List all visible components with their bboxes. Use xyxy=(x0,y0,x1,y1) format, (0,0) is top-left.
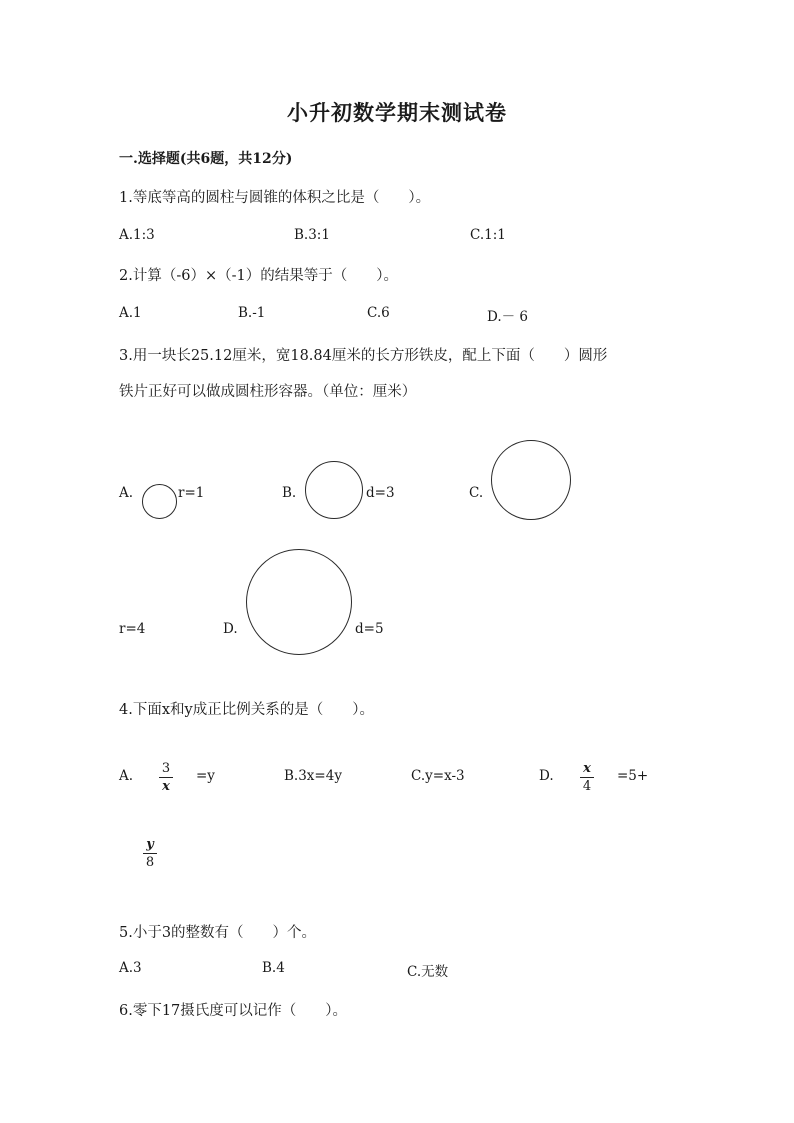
fraction-denominator: x xyxy=(162,779,170,794)
question-4-option-a-fraction xyxy=(159,761,173,794)
circle-option-d xyxy=(246,549,352,655)
fraction-bar xyxy=(580,777,594,778)
question-3-option-c-label: C. xyxy=(469,485,484,501)
circle-option-a xyxy=(142,484,177,519)
question-1-text: 1.等底等高的圆柱与圆锥的体积之比是（ ）。 xyxy=(119,190,431,206)
question-4-option-d-label: D. xyxy=(539,768,554,784)
question-5-option-b: B.4 xyxy=(262,960,285,976)
question-2-option-b: B.-1 xyxy=(238,305,266,321)
question-3-text-line1: 3.用一块长25.12厘米，宽18.84厘米的长方形铁皮，配上下面（ ）圆形 xyxy=(119,348,608,364)
circle-option-c xyxy=(491,440,571,520)
question-3-option-b-value: d=3 xyxy=(366,485,395,501)
question-3-option-d-label: D. xyxy=(223,621,238,637)
fraction-numerator: x xyxy=(583,761,591,776)
question-4-option-d-fraction-2 xyxy=(143,837,157,870)
fraction-numerator: 3 xyxy=(161,761,171,776)
question-4-option-c: C.y=x-3 xyxy=(411,768,465,784)
question-2-text: 2.计算（-6）×（-1）的结果等于（ ）。 xyxy=(119,268,398,284)
question-3-text-line2: 铁片正好可以做成圆柱形容器。（单位：厘米） xyxy=(119,384,417,400)
question-4-option-a-rest: =y xyxy=(196,768,215,784)
question-4-option-d-fraction xyxy=(580,761,594,794)
question-6-text: 6.零下17摄氏度可以记作（ ）。 xyxy=(119,1003,348,1019)
fraction-denominator: 4 xyxy=(582,779,592,794)
question-4-option-a-label: A. xyxy=(119,768,134,784)
fraction-bar xyxy=(159,777,173,778)
page-title: 小升初数学期末测试卷 xyxy=(287,100,507,125)
circle-option-b xyxy=(305,461,363,519)
question-4-text: 4.下面x和y成正比例关系的是（ ）。 xyxy=(119,702,374,718)
question-5-option-a: A.3 xyxy=(119,960,142,976)
fraction-denominator: 8 xyxy=(145,855,155,870)
question-3-option-d-value: d=5 xyxy=(355,621,384,637)
question-5-option-c: C.无数 xyxy=(407,964,449,980)
question-3-option-a-label: A. xyxy=(119,485,134,501)
fraction-numerator: y xyxy=(146,837,154,852)
section-heading: 一.选择题(共6题，共12分) xyxy=(119,151,293,167)
fraction-bar xyxy=(143,853,157,854)
question-2-option-a: A.1 xyxy=(119,305,142,321)
question-2-option-d: D.－ 6 xyxy=(487,309,529,325)
question-5-text: 5.小于3的整数有（ ）个。 xyxy=(119,925,317,941)
question-3-option-c-value: r=4 xyxy=(119,621,146,637)
question-3-option-b-label: B. xyxy=(282,485,297,501)
question-4-option-b: B.3x=4y xyxy=(284,768,342,784)
question-2-option-c: C.6 xyxy=(367,305,390,321)
question-1-option-a: A.1:3 xyxy=(119,227,155,243)
question-4-option-d-rest: =5+ xyxy=(617,768,649,784)
question-1-option-c: C.1:1 xyxy=(470,227,506,243)
question-3-option-a-value: r=1 xyxy=(178,485,205,501)
question-1-option-b: B.3:1 xyxy=(294,227,330,243)
